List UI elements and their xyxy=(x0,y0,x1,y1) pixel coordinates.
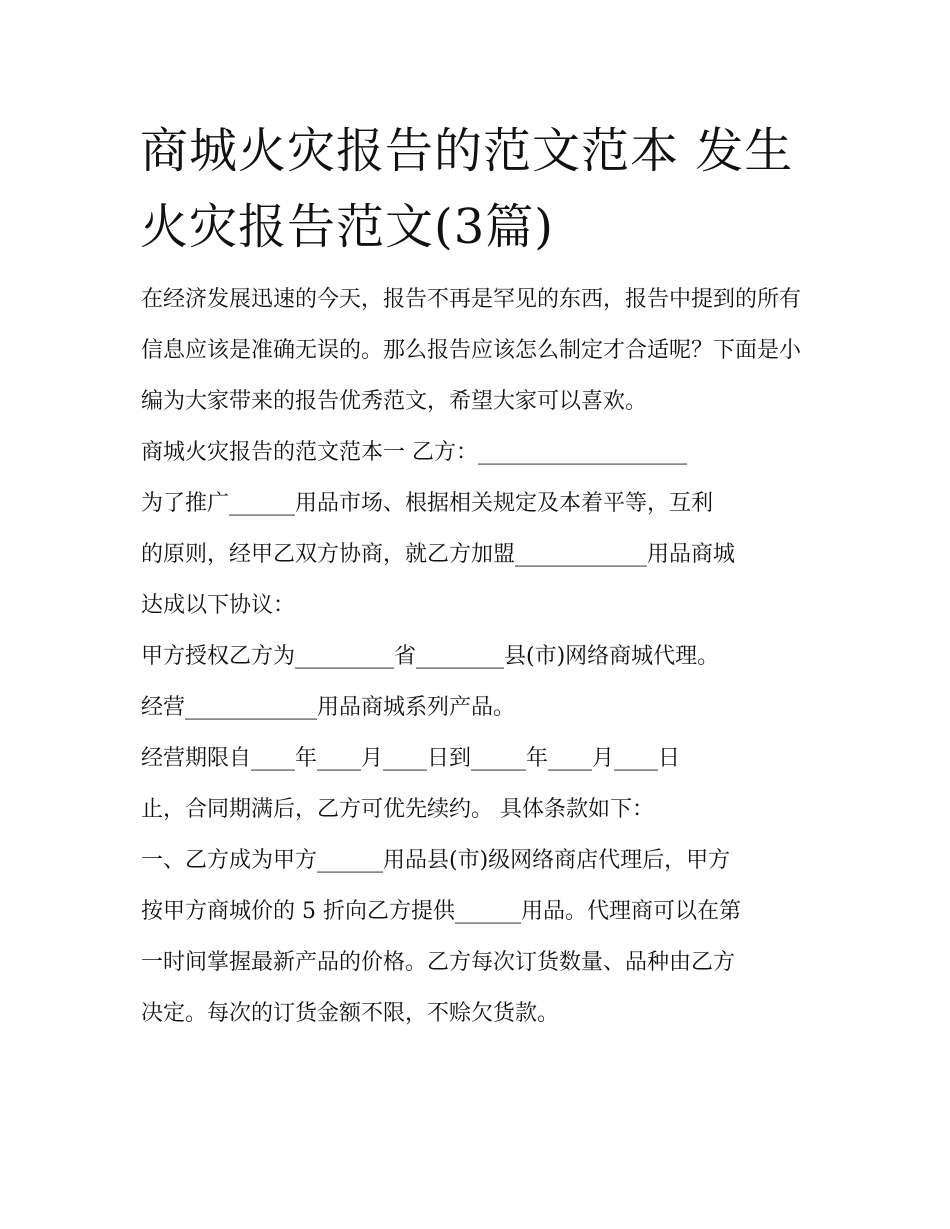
contract-line: 止，合同期满后，乙方可优先续约。 具体条款如下： xyxy=(141,797,654,822)
contract-line: 一时间掌握最新产品的价格。乙方每次订货数量、品种由乙方 xyxy=(141,950,736,975)
contract-line: 经营____________用品商城系列产品。 xyxy=(141,695,516,720)
contract-heading-line: 商城火灾报告的范文范本一 乙方：___________________ xyxy=(141,440,687,465)
contract-line: 经营期限自____年____月____日到_____年____月____日 xyxy=(141,746,681,771)
contract-line: 达成以下协议： xyxy=(141,593,296,618)
document-body xyxy=(141,274,821,1039)
document-title: 商城火灾报告的范文范本 发生火灾报告范文(3篇) xyxy=(140,123,794,255)
contract-line: 一、乙方成为甲方______用品县(市)级网络商店代理后，甲方 xyxy=(141,848,731,873)
contract-line: 的原则，经甲乙双方协商，就乙方加盟____________用品商城 xyxy=(141,542,736,567)
contract-line: 甲方授权乙方为_________省________县(市)网络商城代理。 xyxy=(141,644,720,669)
contract-line: 决定。每次的订货金额不限，不赊欠货款。 xyxy=(141,1001,560,1026)
intro-paragraph: 在经济发展迅速的今天，报告不再是罕见的东西，报告中提到的所有信息应该是准确无误的。那么报告应该怎么制定才合适呢？下面是小编为大家带来的报告优秀范文，希望大家可以喜欢。 xyxy=(141,287,802,414)
contract-line: 按甲方商城价的 5 折向乙方提供______用品。代理商可以在第 xyxy=(141,899,741,924)
contract-line: 为了推广______用品市场、根据相关规定及本着平等，互利 xyxy=(141,491,714,516)
